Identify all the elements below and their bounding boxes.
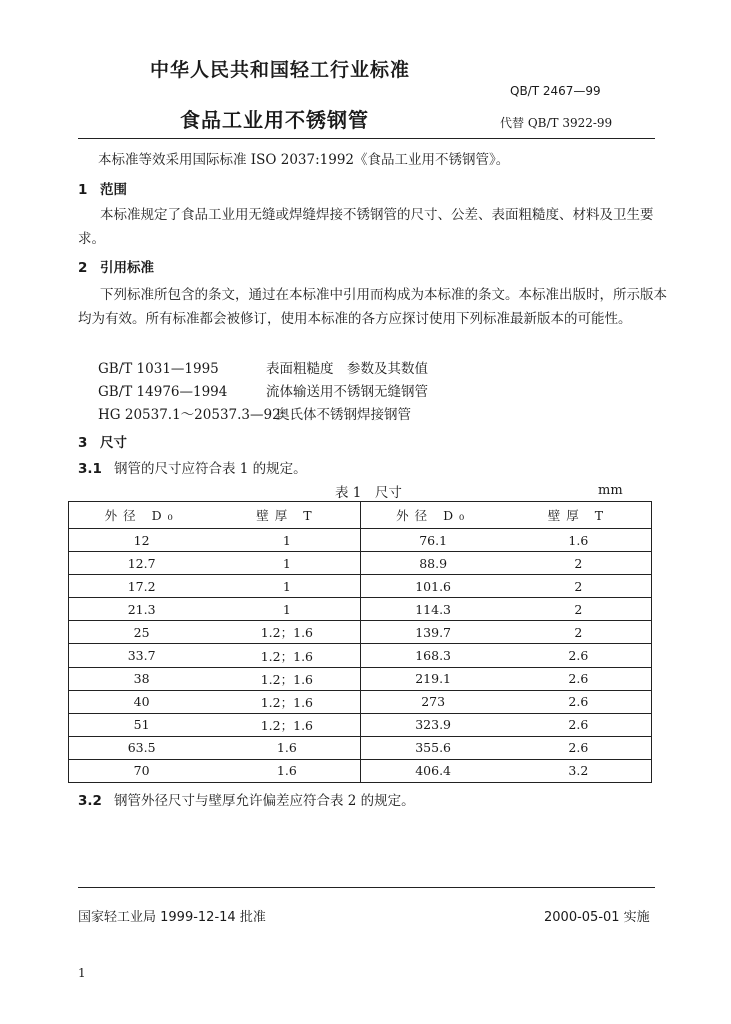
reference-title: 奥氏体不锈钢焊接钢管: [276, 407, 411, 423]
wall-thickness-cell: 1: [214, 552, 360, 575]
table-row: [69, 552, 652, 575]
wall-thickness-cell: 2: [506, 621, 652, 644]
reference-code: GB/T 1031—1995: [98, 361, 219, 377]
wall-thickness-cell: 1: [214, 575, 360, 598]
column-header-outer-diameter: 外径 D₀: [360, 502, 506, 529]
section-heading: [78, 431, 127, 451]
outer-diameter-cell: 21.3: [69, 598, 215, 621]
wall-thickness-cell: 1.6: [506, 529, 652, 552]
wall-thickness-cell: 2.6: [506, 690, 652, 713]
reference-item: [98, 380, 428, 400]
outer-diameter-cell: 219.1: [360, 667, 506, 690]
header-rule: [78, 138, 655, 139]
issuing-organization: 中华人民共和国轻工行业标准: [150, 59, 411, 81]
wall-thickness-cell: 1.2；1.6: [214, 690, 360, 713]
wall-thickness-cell: 2.6: [506, 713, 652, 736]
wall-thickness-cell: 2.6: [506, 736, 652, 759]
table-row: [69, 713, 652, 736]
outer-diameter-cell: 40: [69, 690, 215, 713]
replaces-standard: 代替 QB/T 3922-99: [500, 116, 613, 130]
subsection-number: 3.2: [78, 793, 102, 809]
outer-diameter-cell: 139.7: [360, 621, 506, 644]
effective-date: 2000-05-01 实施: [544, 910, 650, 925]
table-header-row: [69, 502, 652, 529]
outer-diameter-cell: 51: [69, 713, 215, 736]
wall-thickness-cell: 2: [506, 575, 652, 598]
subsection-3-2: [78, 789, 415, 813]
table-row: [69, 736, 652, 759]
approval-date: 国家轻工业局 1999-12-14 批准: [78, 910, 266, 925]
outer-diameter-cell: 355.6: [360, 736, 506, 759]
table-row: [69, 690, 652, 713]
page-number: 1: [78, 966, 86, 980]
section-heading: [78, 178, 127, 198]
table-caption: 表 1 尺寸: [335, 485, 402, 501]
column-header-wall-thickness: 壁厚 T: [214, 502, 360, 529]
reference-code: GB/T 14976—1994: [98, 384, 228, 400]
outer-diameter-cell: 114.3: [360, 598, 506, 621]
subsection-text: 钢管的尺寸应符合表 1 的规定。: [114, 461, 307, 477]
table-row: [69, 667, 652, 690]
dimensions-table: [68, 501, 652, 783]
reference-item: [98, 403, 411, 423]
outer-diameter-cell: 273: [360, 690, 506, 713]
outer-diameter-cell: 323.9: [360, 713, 506, 736]
section-title: 范围: [100, 182, 127, 198]
wall-thickness-cell: 2: [506, 598, 652, 621]
column-header-wall-thickness: 壁厚 T: [506, 502, 652, 529]
wall-thickness-cell: 1: [214, 598, 360, 621]
section-body: 下列标准所包含的条文，通过在本标准中引用而构成为本标准的条文。本标准出版时，所示版本均为有效。所有标准都会被修订，使用本标准的各方应探讨使用下列标准最新版本的可能性。: [78, 287, 667, 327]
column-header-outer-diameter: 外径 D₀: [69, 502, 215, 529]
subsection-3-1: [78, 457, 307, 481]
outer-diameter-cell: 63.5: [69, 736, 215, 759]
section-heading: [78, 256, 154, 276]
wall-thickness-cell: 1.6: [214, 736, 360, 759]
section-title: 引用标准: [100, 260, 154, 276]
section-title: 尺寸: [100, 435, 127, 451]
outer-diameter-cell: 70: [69, 759, 215, 782]
wall-thickness-cell: 1.2；1.6: [214, 667, 360, 690]
section-number: 3: [78, 435, 88, 451]
reference-title: 表面粗糙度 参数及其数值: [266, 361, 428, 377]
table-row: [69, 644, 652, 667]
outer-diameter-cell: 168.3: [360, 644, 506, 667]
wall-thickness-cell: 2.6: [506, 644, 652, 667]
outer-diameter-cell: 406.4: [360, 759, 506, 782]
reference-code: HG 20537.1～20537.3—92: [98, 407, 281, 423]
outer-diameter-cell: 101.6: [360, 575, 506, 598]
wall-thickness-cell: 1.2；1.6: [214, 621, 360, 644]
outer-diameter-cell: 33.7: [69, 644, 215, 667]
wall-thickness-cell: 1.2；1.6: [214, 644, 360, 667]
table-row: [69, 529, 652, 552]
table-row: [69, 598, 652, 621]
footer-rule: [78, 887, 655, 888]
table-row: [69, 575, 652, 598]
outer-diameter-cell: 38: [69, 667, 215, 690]
outer-diameter-cell: 12: [69, 529, 215, 552]
section-number: 2: [78, 260, 88, 276]
subsection-number: 3.1: [78, 461, 102, 477]
section-number: 1: [78, 182, 88, 198]
wall-thickness-cell: 3.2: [506, 759, 652, 782]
table-unit: mm: [598, 483, 623, 498]
outer-diameter-cell: 76.1: [360, 529, 506, 552]
intro-paragraph: 本标准等效采用国际标准 ISO 2037:1992《食品工业用不锈钢管》。: [98, 152, 510, 168]
outer-diameter-cell: 25: [69, 621, 215, 644]
section-body: 本标准规定了食品工业用无缝或焊缝焊接不锈钢管的尺寸、公差、表面粗糙度、材料及卫生要求。: [78, 207, 654, 247]
wall-thickness-cell: 1: [214, 529, 360, 552]
outer-diameter-cell: 17.2: [69, 575, 215, 598]
outer-diameter-cell: 12.7: [69, 552, 215, 575]
table-row: [69, 759, 652, 782]
subsection-text: 钢管外径尺寸与壁厚允许偏差应符合表 2 的规定。: [114, 793, 415, 809]
reference-item: [98, 357, 428, 377]
outer-diameter-cell: 88.9: [360, 552, 506, 575]
wall-thickness-cell: 1.2；1.6: [214, 713, 360, 736]
document-title: 食品工业用不锈钢管: [180, 108, 369, 132]
table-row: [69, 621, 652, 644]
standard-number: QB/T 2467—99: [510, 84, 601, 98]
wall-thickness-cell: 2: [506, 552, 652, 575]
wall-thickness-cell: 1.6: [214, 759, 360, 782]
wall-thickness-cell: 2.6: [506, 667, 652, 690]
table-body: [69, 529, 652, 783]
reference-title: 流体输送用不锈钢无缝钢管: [266, 384, 428, 400]
